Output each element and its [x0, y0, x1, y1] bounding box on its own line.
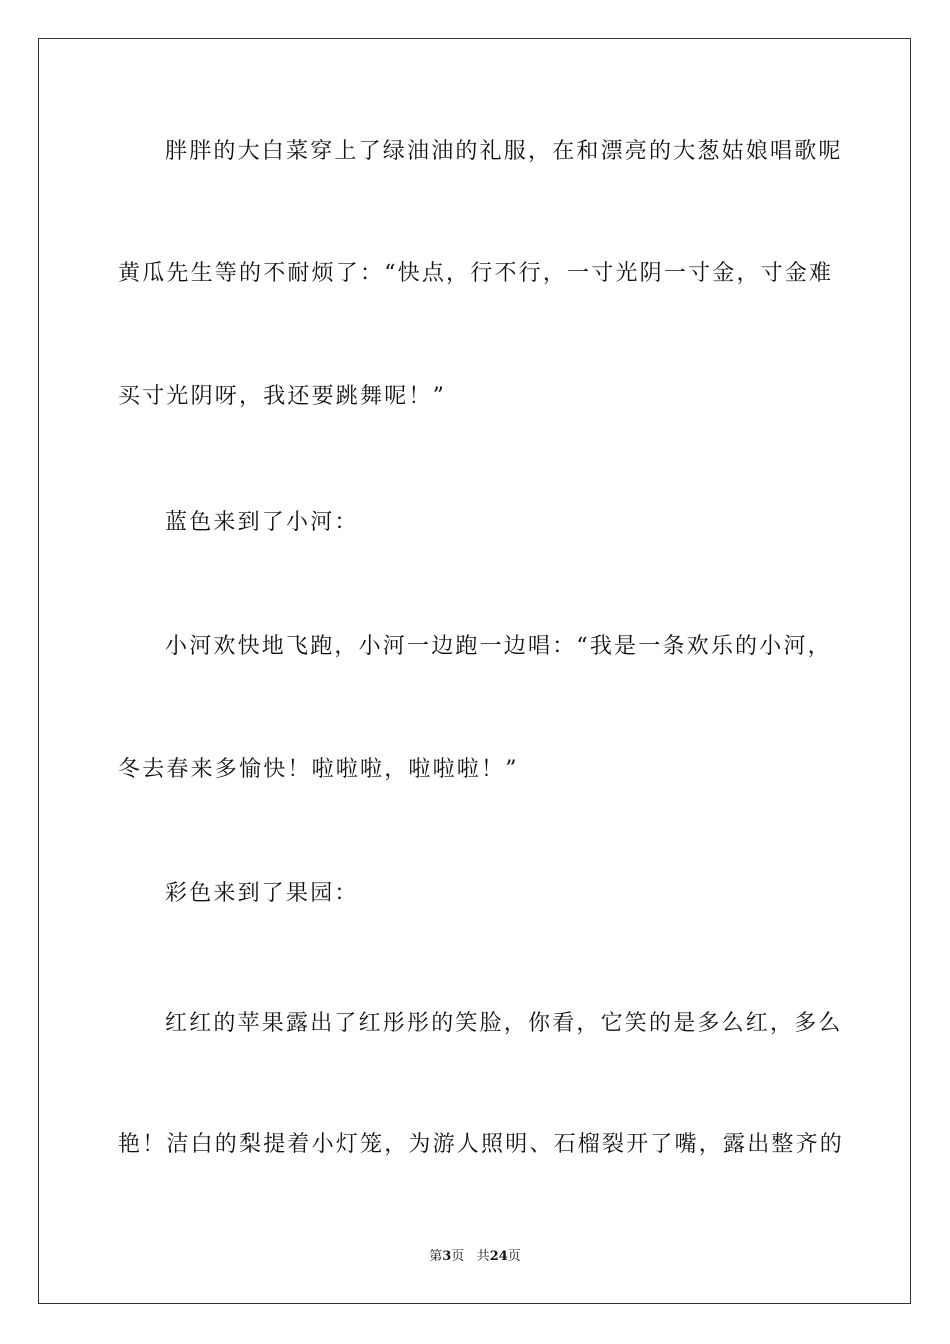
paragraph-line-8: 红红的苹果露出了红彤彤的笑脸，你看，它笑的是多么红，多么 — [165, 1011, 843, 1036]
paragraph-line-5: 小河欢快地飞跑，小河一边跑一边唱：“我是一条欢乐的小河， — [165, 634, 832, 659]
paragraph-line-6: 冬去春来多愉快！啦啦啦，啦啦啦！” — [118, 757, 519, 782]
total-pages: 24 — [489, 1249, 508, 1264]
total-suffix: 页 — [507, 1249, 521, 1264]
total-prefix: 共 — [476, 1249, 490, 1264]
page-suffix: 页 — [451, 1249, 465, 1264]
page-border — [38, 38, 911, 1304]
paragraph-line-3: 买寸光阴呀，我还要跳舞呢！” — [118, 384, 447, 409]
paragraph-line-7: 彩色来到了果园： — [165, 881, 359, 906]
paragraph-line-2: 黄瓜先生等的不耐烦了：“快点，行不行，一寸光阴一寸金，寸金难 — [118, 261, 834, 286]
paragraph-line-9: 艳！洁白的梨提着小灯笼，为游人照明、石榴裂开了嘴，露出整齐的 — [118, 1132, 845, 1157]
paragraph-line-4: 蓝色来到了小河： — [165, 510, 359, 535]
paragraph-line-1: 胖胖的大白菜穿上了绿油油的礼服，在和漂亮的大葱姑娘唱歌呢 — [165, 139, 843, 164]
page-number: 3 — [442, 1249, 452, 1264]
page-footer — [0, 1248, 950, 1266]
page-prefix: 第 — [429, 1249, 443, 1264]
